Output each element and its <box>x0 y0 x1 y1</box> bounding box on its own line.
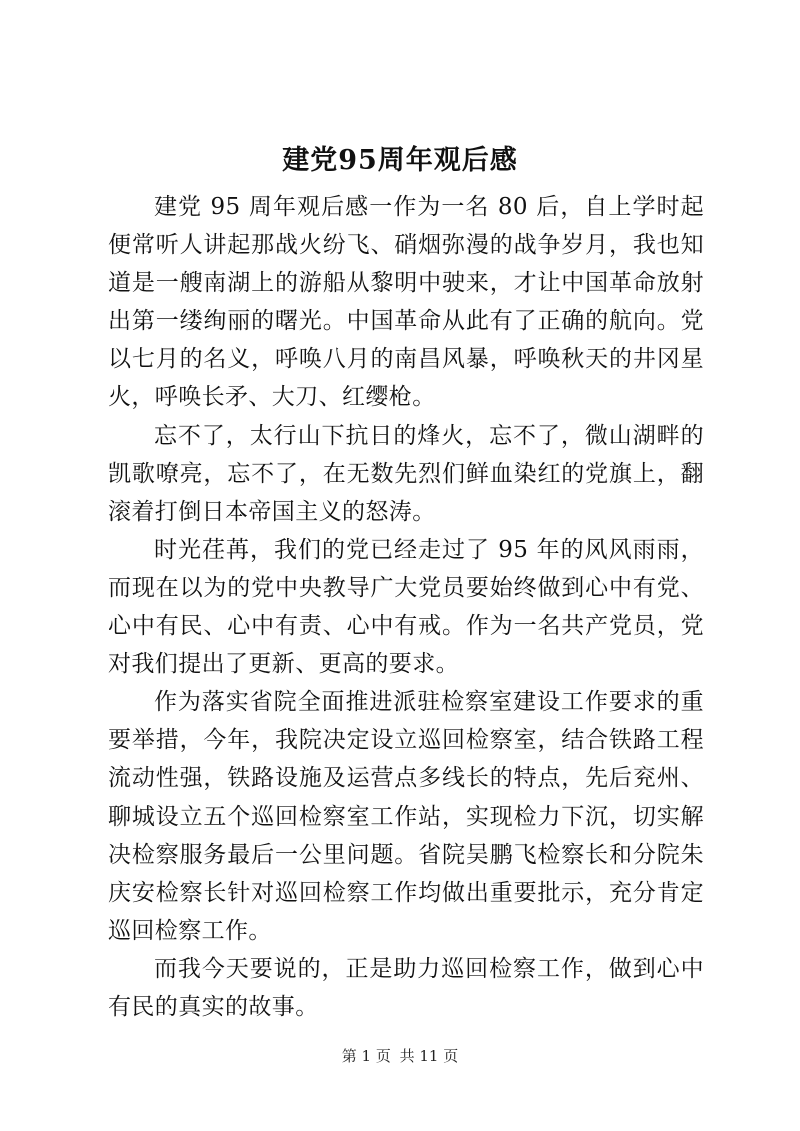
paragraph-4: 作为落实省院全面推进派驻检察室建设工作要求的重要举措，今年，我院决定设立巡回检察室，结合铁路工程流动性强，铁路设施及运营点多线长的特点，先后兖州、聊城设立五个巡回检察室工作站，实现检力下沉，切实解决检察服务最后一公里问题。省院吴鹏飞检察长和分院朱庆安检察长针对巡回检察工作均做出重要批示，充分肯定巡回检察工作。 <box>108 689 704 944</box>
paragraph-2: 忘不了，太行山下抗日的烽火，忘不了，微山湖畔的凯歌嘹亮，忘不了，在无数先烈们鲜血染红的党旗上，翻滚着打倒日本帝国主义的怒涛。 <box>108 422 704 525</box>
page-number: 第 1 页 <box>341 1047 391 1065</box>
paragraph-1: 建党 95 周年观后感一作为一名 80 后，自上学时起便常听人讲起那战火纷飞、硝烟弥漫的战争岁月，我也知道是一艘南湖上的游船从黎明中驶来，才让中国革命放射出第一缕绚丽的曙光。中国革命从此有了正确的航向。党以七月的名义，呼唤八月的南昌风暴，呼唤秋天的井冈星火，呼唤长矛、大刀、红缨枪。 <box>108 194 704 411</box>
page-footer <box>0 1045 800 1067</box>
document-body <box>108 188 704 1026</box>
paragraph-5: 而我今天要说的，正是助力巡回检察工作，做到心中有民的真实的故事。 <box>108 955 704 1020</box>
document-title: 建党95周年观后感 <box>282 145 518 176</box>
page-total: 共 11 页 <box>399 1047 459 1065</box>
paragraph-3: 时光荏苒，我们的党已经走过了 95 年的风风雨雨，而现在以为的党中央教导广大党员要始终做到心中有党、心中有民、心中有责、心中有戒。作为一名共产党员，党对我们提出了更新、更高的要求。 <box>108 536 704 678</box>
